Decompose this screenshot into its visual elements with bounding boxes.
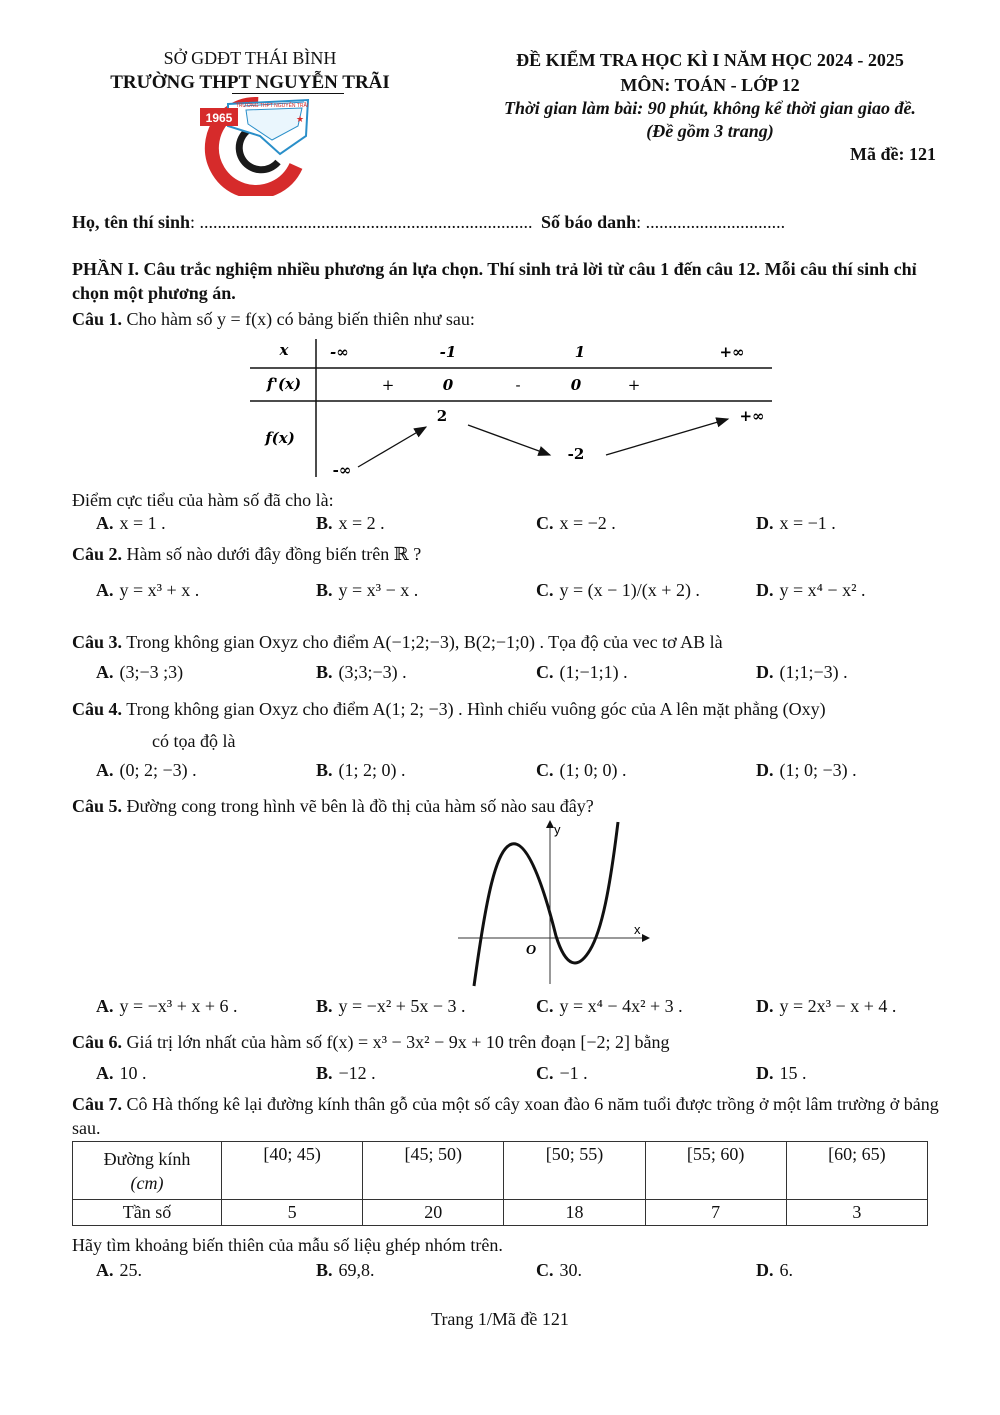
student-id-label: Số báo danh bbox=[541, 212, 637, 232]
question-number: Câu 3. bbox=[72, 632, 123, 652]
options-q7 bbox=[96, 1260, 960, 1286]
option-d[interactable]: D. (1; 0; −3) . bbox=[756, 760, 857, 780]
option-b[interactable]: B. −12 . bbox=[316, 1063, 376, 1083]
option-c[interactable]: C. (1; 0; 0) . bbox=[536, 760, 627, 780]
var-f-val: -∞ bbox=[332, 461, 352, 479]
section-title: PHẦN I. Câu trắc nghiệm nhiều phương án lựa chọn. Thí sinh trả lời từ câu 1 đến câu 12. Mỗi câu thí sinh chỉ chọn một phương án. bbox=[72, 259, 917, 303]
question-text: Hàm số nào dưới đây đồng biến trên ℝ ? bbox=[126, 544, 422, 564]
school-underline bbox=[232, 93, 344, 94]
option-d[interactable]: D. 15 . bbox=[756, 1063, 807, 1083]
question-7 bbox=[72, 1092, 952, 1140]
table-class-cell: [45; 50) bbox=[363, 1142, 504, 1200]
var-f-val: -2 bbox=[567, 445, 585, 463]
option-a[interactable]: A. 25. bbox=[96, 1260, 142, 1280]
var-x-label: x bbox=[279, 341, 289, 359]
question-2 bbox=[72, 542, 952, 566]
option-c[interactable]: C. x = −2 . bbox=[536, 513, 616, 533]
graph-y-label: y bbox=[554, 822, 561, 837]
option-c[interactable]: C. −1 . bbox=[536, 1063, 588, 1083]
question-text: Cô Hà thống kê lại đường kính thân gỗ của một số cây xoan đào 6 năm tuổi được trồng ở một lâm trường ở bảng sau. bbox=[72, 1094, 939, 1138]
var-sign: - bbox=[515, 376, 521, 394]
student-info bbox=[72, 212, 785, 233]
var-x-val: -1 bbox=[439, 343, 457, 361]
option-b[interactable]: B. (1; 2; 0) . bbox=[316, 760, 406, 780]
table-count-label: Tần số bbox=[73, 1200, 222, 1226]
table-row bbox=[73, 1200, 928, 1226]
option-a[interactable]: A. x = 1 . bbox=[96, 513, 166, 533]
option-d[interactable]: D. y = x⁴ − x² . bbox=[756, 580, 866, 600]
question-number: Câu 5. bbox=[72, 796, 123, 816]
table-count-cell: 18 bbox=[504, 1200, 645, 1226]
var-sign: + bbox=[627, 376, 641, 394]
table-class-cell: [55; 60) bbox=[645, 1142, 786, 1200]
question-text: Trong không gian Oxyz cho điểm A(−1;2;−3), B(2;−1;0) . Tọa độ của vec tơ AB là bbox=[126, 632, 723, 652]
var-f-label: f(x) bbox=[265, 429, 295, 447]
exam-subject: MÔN: TOÁN - LỚP 12 bbox=[620, 75, 800, 95]
table-header-cell: Đường kính (cm) bbox=[73, 1142, 222, 1200]
question-text: Cho hàm số y = f(x) có bảng biến thiên như sau: bbox=[126, 309, 475, 329]
var-x-val: 1 bbox=[574, 343, 586, 361]
question-1-prompt: Điểm cực tiểu của hàm số đã cho là: bbox=[72, 490, 334, 510]
exam-title: ĐỀ KIỂM TRA HỌC KÌ I NĂM HỌC 2024 - 2025 bbox=[516, 50, 904, 70]
question-text: Đường cong trong hình vẽ bên là đồ thị của hàm số nào sau đây? bbox=[126, 796, 594, 816]
question-number: Câu 1. bbox=[72, 309, 123, 329]
var-x-val: +∞ bbox=[719, 343, 745, 361]
exam-code bbox=[850, 144, 936, 165]
exam-code-label: Mã đề: bbox=[850, 144, 909, 164]
question-number: Câu 7. bbox=[72, 1094, 123, 1114]
exam-time: Thời gian làm bài: 90 phút, không kể thời gian giao đề. bbox=[504, 98, 916, 118]
student-id-blank[interactable]: : ............................... bbox=[636, 212, 786, 232]
question-3 bbox=[72, 630, 952, 654]
graph-origin-label: O bbox=[526, 943, 537, 958]
options-q1 bbox=[96, 513, 960, 539]
options-q4 bbox=[96, 760, 960, 786]
options-q5 bbox=[96, 996, 960, 1022]
option-b[interactable]: B. 69,8. bbox=[316, 1260, 375, 1280]
page-footer: Trang 1/Mã đề 121 bbox=[431, 1309, 569, 1329]
option-b[interactable]: B. (3;3;−3) . bbox=[316, 662, 407, 682]
var-sign: + bbox=[381, 376, 395, 394]
question-4 bbox=[72, 697, 952, 721]
question-number: Câu 2. bbox=[72, 544, 123, 564]
option-a[interactable]: A. y = x³ + x . bbox=[96, 580, 200, 600]
option-b[interactable]: B. x = 2 . bbox=[316, 513, 385, 533]
school-logo bbox=[198, 96, 318, 196]
option-c[interactable]: C. y = (x − 1)/(x + 2) . bbox=[536, 580, 700, 600]
student-name-blank[interactable]: : .......................................................................... bbox=[190, 212, 533, 232]
question-text: Giá trị lớn nhất của hàm số f(x) = x³ − 3x² − 9x + 10 trên đoạn [−2; 2] bằng bbox=[126, 1032, 670, 1052]
option-d[interactable]: D. 6. bbox=[756, 1260, 793, 1280]
options-q3 bbox=[96, 662, 960, 688]
option-a[interactable]: A. (0; 2; −3) . bbox=[96, 760, 197, 780]
table-class-cell: [50; 55) bbox=[504, 1142, 645, 1200]
question-1 bbox=[72, 307, 952, 331]
question-text: Trong không gian Oxyz cho điểm A(1; 2; −3) . Hình chiếu vuông góc của A lên mặt phẳng (Oxy) bbox=[126, 699, 826, 719]
option-d[interactable]: D. y = 2x³ − x + 4 . bbox=[756, 996, 897, 1016]
table-count-cell: 3 bbox=[786, 1200, 927, 1226]
option-a[interactable]: A. (3;−3 ;3) bbox=[96, 662, 184, 682]
question-7-prompt: Hãy tìm khoảng biến thiên của mẫu số liệu ghép nhóm trên. bbox=[72, 1235, 503, 1255]
question-number: Câu 4. bbox=[72, 699, 123, 719]
option-d[interactable]: D. (1;1;−3) . bbox=[756, 662, 848, 682]
options-q6 bbox=[96, 1063, 960, 1089]
function-graph bbox=[452, 818, 652, 988]
exam-pages: (Đề gồm 3 trang) bbox=[646, 121, 774, 141]
table-count-cell: 5 bbox=[222, 1200, 363, 1226]
option-b[interactable]: B. y = x³ − x . bbox=[316, 580, 419, 600]
option-d[interactable]: D. x = −1 . bbox=[756, 513, 836, 533]
var-f-val: +∞ bbox=[739, 407, 765, 425]
option-c[interactable]: C. 30. bbox=[536, 1260, 582, 1280]
table-class-cell: [40; 45) bbox=[222, 1142, 363, 1200]
graph-x-label: x bbox=[634, 922, 641, 937]
options-q2 bbox=[96, 580, 960, 606]
var-x-val: -∞ bbox=[330, 343, 349, 361]
question-4-cont: có tọa độ là bbox=[152, 731, 236, 751]
question-6 bbox=[72, 1030, 952, 1054]
option-a[interactable]: A. 10 . bbox=[96, 1063, 147, 1083]
option-b[interactable]: B. y = −x² + 5x − 3 . bbox=[316, 996, 466, 1016]
logo-year: 1965 bbox=[205, 111, 233, 125]
table-class-cell: [60; 65) bbox=[786, 1142, 927, 1200]
var-f-val: 2 bbox=[436, 407, 448, 425]
var-sign: 0 bbox=[570, 376, 582, 394]
question-5 bbox=[72, 794, 952, 818]
svg-text:★: ★ bbox=[296, 114, 305, 124]
var-sign: 0 bbox=[442, 376, 454, 394]
table-row bbox=[73, 1142, 928, 1200]
table-count-cell: 20 bbox=[363, 1200, 504, 1226]
school-name: TRƯỜNG THPT NGUYỄN TRÃI bbox=[110, 72, 390, 93]
student-name-label: Họ, tên thí sinh bbox=[72, 212, 191, 232]
table-count-cell: 7 bbox=[645, 1200, 786, 1226]
logo-text: TRƯỜNG THPT NGUYỄN TRÃI bbox=[235, 103, 309, 109]
variation-table bbox=[250, 335, 774, 480]
var-fp-label: f'(x) bbox=[266, 375, 302, 393]
option-c[interactable]: C. (1;−1;1) . bbox=[536, 662, 628, 682]
frequency-table bbox=[72, 1141, 928, 1226]
question-number: Câu 6. bbox=[72, 1032, 123, 1052]
option-a[interactable]: A. y = −x³ + x + 6 . bbox=[96, 996, 238, 1016]
option-c[interactable]: C. y = x⁴ − 4x² + 3 . bbox=[536, 996, 683, 1016]
department-name: SỞ GDĐT THÁI BÌNH bbox=[163, 48, 337, 68]
exam-code-value: 121 bbox=[909, 144, 936, 164]
